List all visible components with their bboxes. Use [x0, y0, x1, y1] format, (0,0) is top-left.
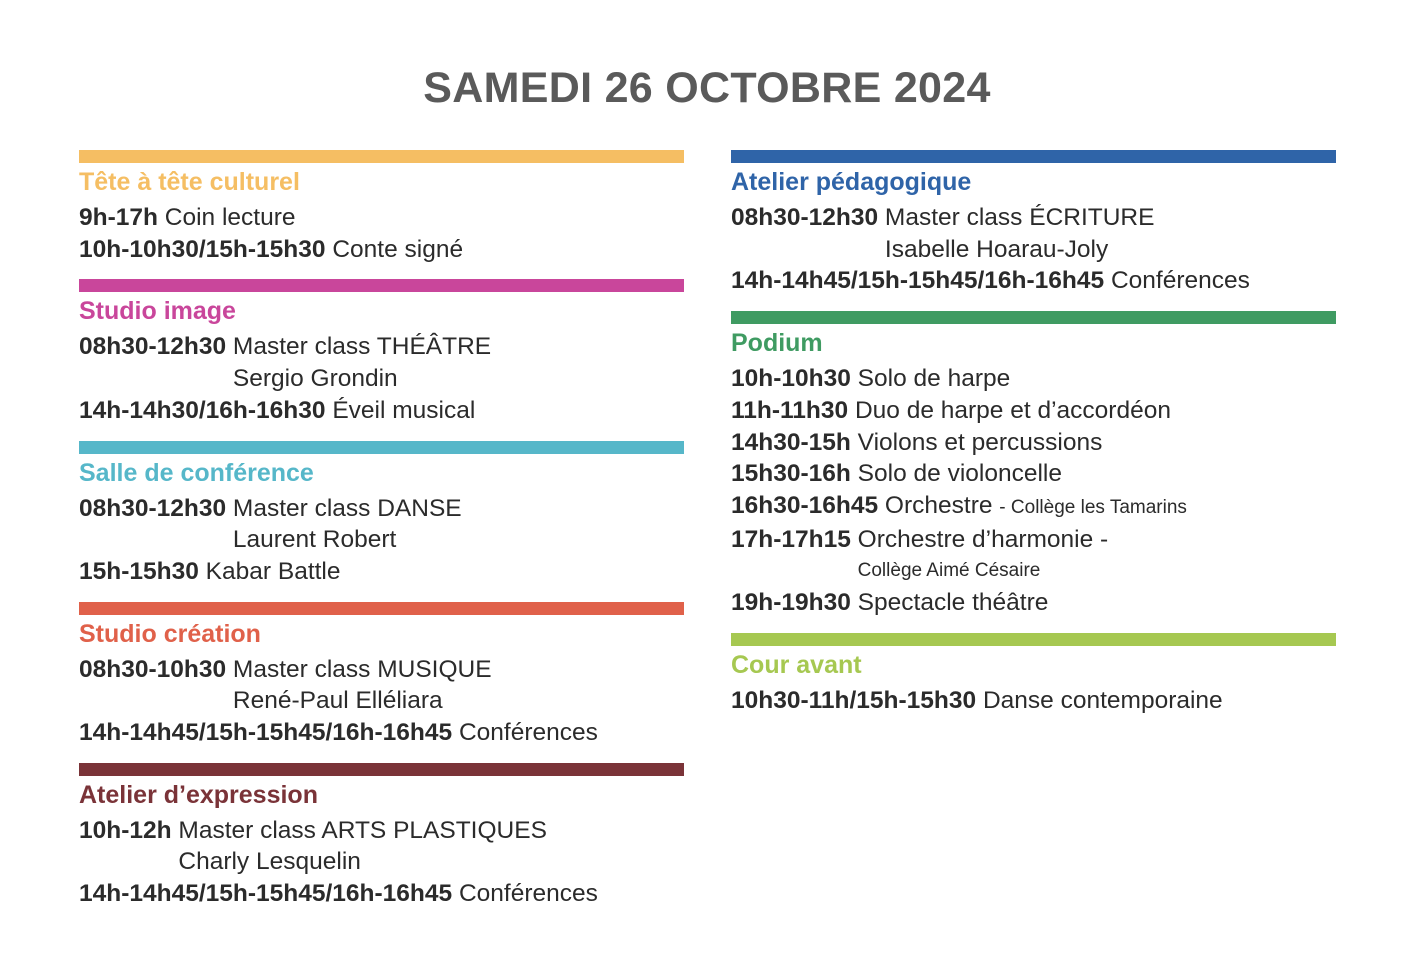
section-title: Salle de conférence [79, 458, 314, 487]
schedule-entry [79, 717, 684, 749]
entry-activity: Master class MUSIQUE [232, 655, 492, 683]
left-column [79, 150, 684, 924]
entry-time: 14h-14h45/15h-15h45/16h-16h45 [79, 880, 453, 908]
entry-time: 15h30-16h [731, 460, 851, 488]
entry-time: 14h-14h30/16h-16h30 [79, 396, 326, 424]
entry-venue: Collège Aimé Césaire [857, 560, 1041, 582]
entry-activity: Coin lecture [164, 204, 296, 231]
section-atelier-d-expression [79, 763, 684, 910]
section-title: Studio création [79, 619, 261, 648]
schedule-entry [79, 331, 684, 363]
schedule-entry [79, 395, 684, 427]
section-color-bar [731, 311, 1336, 324]
entry-activity: Orchestre d’harmonie - [857, 525, 1109, 553]
schedule-entry [79, 815, 684, 847]
section-color-bar [731, 633, 1336, 646]
schedule-entry [79, 493, 684, 525]
entry-speaker: René-Paul Elléliara [232, 687, 443, 715]
entry-time: 10h-12h [79, 816, 172, 844]
schedule-entry [731, 685, 1336, 717]
section-title: Podium [731, 329, 823, 358]
schedule-entry [731, 202, 1336, 234]
schedule-entry [79, 654, 684, 686]
section-color-bar [79, 602, 684, 615]
schedule-entry [731, 587, 1336, 619]
entry-speaker: Sergio Grondin [232, 365, 398, 393]
entry-activity: Conférences [458, 880, 598, 908]
entry-time: 14h30-15h [731, 428, 851, 456]
schedule-entry [79, 556, 684, 588]
section-studio-image [79, 279, 684, 426]
entry-speaker: Isabelle Hoarau-Joly [884, 235, 1109, 263]
section-title: Atelier d’expression [79, 780, 318, 809]
entry-activity: Danse contemporaine [982, 686, 1223, 714]
section-tete-a-tete-culturel [79, 150, 684, 265]
entry-speaker: Laurent Robert [232, 526, 397, 554]
entry-time: 08h30-12h30 [731, 204, 879, 231]
entry-activity: Conte signé [332, 235, 464, 263]
section-atelier-pedagogique [731, 150, 1336, 297]
schedule-entry [79, 878, 684, 910]
right-column [731, 150, 1336, 730]
entry-activity: Conférences [458, 719, 598, 747]
entry-time: 15h-15h30 [79, 557, 199, 585]
entry-speaker: Charly Lesquelin [178, 848, 361, 876]
page-title: SAMEDI 26 OCTOBRE 2024 [423, 64, 991, 112]
entry-venue: - Collège les Tamarins [999, 496, 1187, 518]
entry-activity: Éveil musical [332, 396, 476, 424]
section-color-bar [79, 279, 684, 292]
entry-time: 17h-17h15 [731, 525, 851, 553]
entry-time: 10h-10h30 [731, 365, 851, 393]
section-color-bar [79, 441, 684, 454]
section-podium [731, 311, 1336, 619]
schedule-entry [731, 427, 1336, 459]
entry-time: 10h30-11h/15h-15h30 [731, 686, 977, 714]
schedule-entry [731, 395, 1336, 427]
section-color-bar [79, 150, 684, 163]
section-cour-avant [731, 633, 1336, 717]
entry-time: 9h-17h [79, 204, 158, 231]
entry-time: 08h30-10h30 [79, 655, 227, 683]
section-title: Tête à tête culturel [79, 168, 300, 196]
entry-activity: Violons et percussions [857, 428, 1103, 456]
entry-time: 19h-19h30 [731, 589, 851, 617]
schedule-entry [79, 234, 684, 266]
section-studio-creation [79, 602, 684, 749]
schedule-entry [731, 524, 1336, 556]
section-title: Atelier pédagogique [731, 168, 972, 196]
entry-activity: Master class ARTS PLASTIQUES [178, 816, 547, 844]
entry-activity: Spectacle théâtre [857, 589, 1049, 617]
entry-time: 14h-14h45/15h-15h45/16h-16h45 [731, 267, 1105, 295]
entry-activity: Master class ÉCRITURE [884, 204, 1155, 231]
schedule-entry [731, 490, 1336, 524]
entry-activity: Conférences [1110, 267, 1250, 295]
entry-activity: Master class DANSE [232, 494, 462, 522]
schedule-entry [731, 265, 1336, 297]
entry-activity: Solo de violoncelle [857, 460, 1062, 488]
section-title: Cour avant [731, 650, 862, 679]
section-title: Studio image [79, 297, 236, 326]
schedule-entry [731, 458, 1336, 490]
entry-activity: Master class THÉÂTRE [232, 333, 492, 361]
entry-activity: Kabar Battle [205, 557, 341, 585]
entry-time: 08h30-12h30 [79, 333, 227, 361]
section-color-bar [79, 763, 684, 776]
entry-time: 08h30-12h30 [79, 494, 227, 522]
entry-activity: Solo de harpe [857, 365, 1011, 393]
entry-time: 11h-11h30 [731, 396, 849, 424]
schedule-entry [731, 363, 1336, 395]
entry-activity: Orchestre [884, 491, 993, 519]
entry-time: 16h30-16h45 [731, 491, 879, 519]
section-color-bar [731, 150, 1336, 163]
section-salle-de-conference [79, 441, 684, 588]
entry-activity: Duo de harpe et d’accordéon [854, 396, 1171, 424]
entry-time: 10h-10h30/15h-15h30 [79, 235, 326, 263]
entry-time: 14h-14h45/15h-15h45/16h-16h45 [79, 719, 453, 747]
schedule-entry [79, 202, 684, 234]
